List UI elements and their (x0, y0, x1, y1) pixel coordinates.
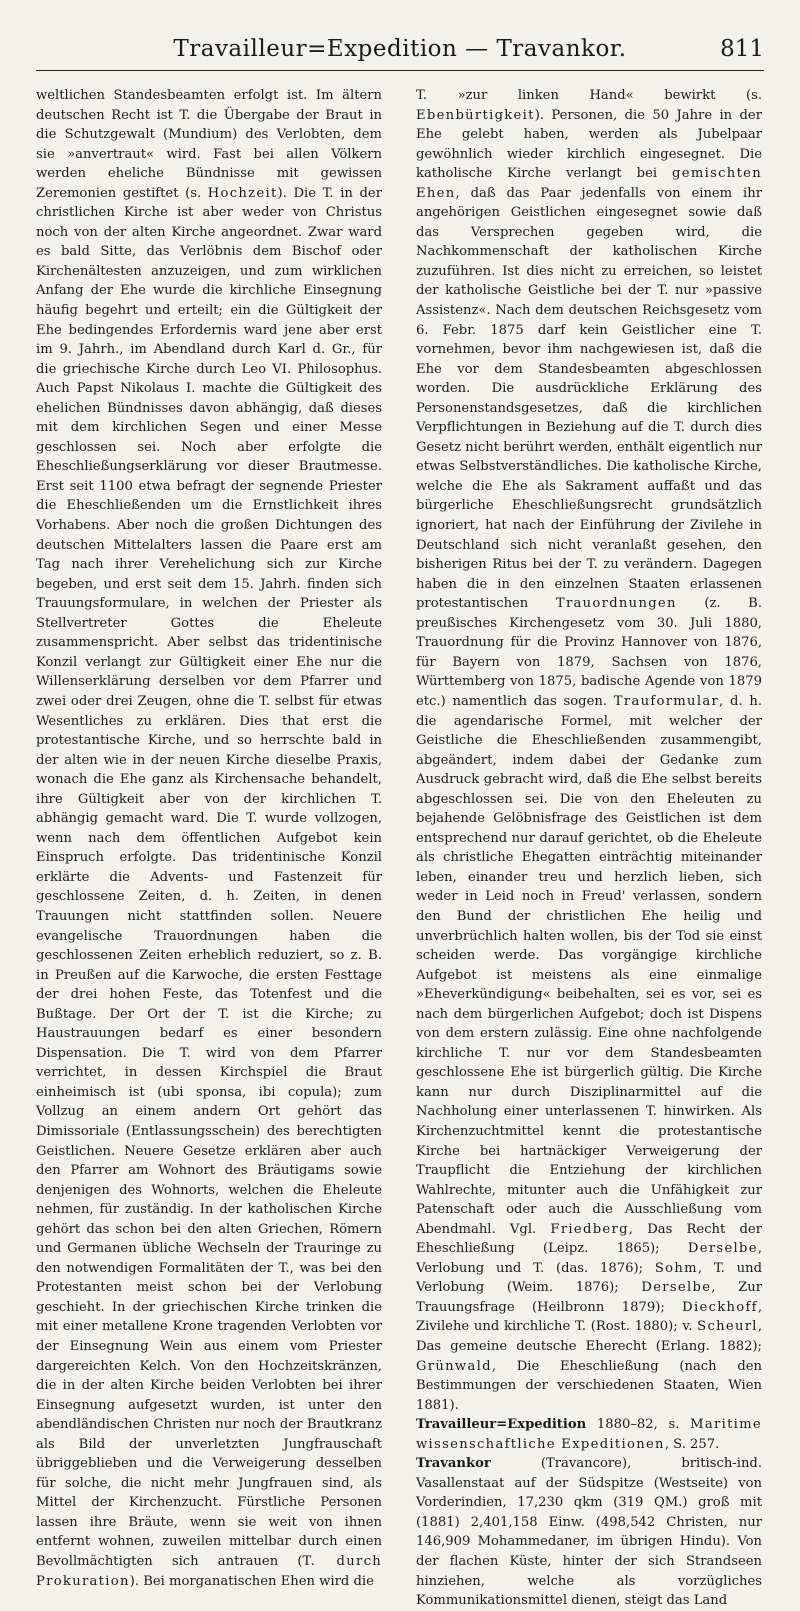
page-number: 811 (720, 36, 764, 62)
text-span: , S. 257. (664, 1436, 720, 1452)
author-name: Derselbe (687, 1241, 758, 1257)
text-span: (z. B. preußisches Kirchengesetz vom 30. Juli 1880, Trauordnung für die Provinz Hannover von 1876, für Bayern von 1879, Sachsen von 1876, Württemberg von 1875, badische Agende von 1879 etc.) namentlich das sogen. (416, 596, 763, 709)
author-name: Sohm (654, 1260, 698, 1276)
emphasis: gemischten Ehen (416, 166, 762, 201)
text-span: ). Personen, die 50 Jahre in der Ehe gelebt haben, werden als Jubelpaar gewöhnlich wieder kirchlich eingesegnet. Die katholische Kirche verlangt bei (416, 107, 762, 182)
text-span: , d. h. die agendarische Formel, mit welcher der Geistliche die Eheschließenden zusammengibt, abgeändert, indem dabei der Gedanke zum Ausdruck gebracht wird, daß die Ehe selbst bereits abgeschlossen sei. Die von den Eheleuten zu bejahende Gelöbnisfrage des Geistlichen ist dem entsprechend nur darauf gerichtet, ob die Eheleute als christliche Ehegatten einträchtig miteinander leben, einander treu und herzlich lieben, sich weder in Leid noch in Freud' verlassen, sondern den Bund der christlichen Ehe heilig und unverbrüchlich halten wollen, bis der Tod sie einst scheiden werde. Das vorgängige kirchliche Aufgebot ist meistens als eine einmalige »Eheverkündigung« beibehalten, sei es vor, sei es nach dem bürgerlichen Aufgebot; doch ist Dispens von dem erstern zulässig. Eine ohne nachfolgende kirchliche T. nur vor dem Standesbeamten geschlossene Ehe ist bürgerlich gültig. Die Kirche kann nur durch Disziplinarmittel auf die Nachholung einer unterlassenen T. hinwirken. Als Kirchenzuchtmittel kennt die protestantische Kirche bei hartnäckiger Verweigerung der Traupflicht die Entziehung der kirchlichen Wahlrechte, mitunter auch die Unfähigkeit zur Patenschaft oder auch die Ausschließung vom Abendmahl. Vgl. (416, 693, 762, 1237)
text-span: , Die Eheschließung (nach den Bestimmungen der verschiedenen Staaten, Wien 1881). (416, 1358, 762, 1413)
running-title: Travailleur=Expedition — Travankor. (173, 36, 627, 62)
cross-reference: T. durch Prokuration (36, 1554, 382, 1589)
text-span: , T. und Verlobung (Weim. 1876); (416, 1260, 762, 1296)
author-name: Friedberg (550, 1221, 629, 1237)
author-name: Dieckhoff (682, 1299, 758, 1315)
emphasis: Trauordnungen (555, 596, 677, 612)
right-column (416, 86, 763, 1609)
emphasis: Trauformular (613, 693, 720, 709)
entry-headword: Travailleur=Expedition (416, 1417, 587, 1433)
text-span: ). Die T. in der christlichen Kirche ist aber weder von Christus noch von der alten Kirche angeordnet. Zwar ward es bald Sitte, das Verlöbnis dem Bischof oder Kirchenältesten anzuzeigen, und zum wirklichen Anfang der Ehe wurde die kirchliche Einsegnung häufig begehrt und erteilt; ein die Gültigkeit der Ehe bedingendes Erfordernis ward jene aber erst im 9. Jahrh., im Abendland durch Karl d. Gr., für die griechische Kirche durch Leo VI. Philosophus. Auch Papst Nikolaus I. machte die Gültigkeit des ehelichen Bündnisses davon abhängig, daß dieses mit dem kirchlichen Segen und einer Messe geschlossen sei. Noch aber erfolgte die Eheschließungserklärung vor dieser Brautmesse. Erst seit 1100 etwa befragt der segnende Priester die Eheschließenden um die Ernstlichkeit ihres Vorhabens. Aber noch die großen Dichtungen des deutschen Mittelalters lassen die Paare erst am Tag nach ihrer Verehelichung sich zur Kirche begeben, und erst seit dem 15. Jahrh. finden sich Trauungsformulare, in welchen der Priester als Stellvertreter Gottes die Eheleute zusammenspricht. Aber selbst das tridentinische Konzil verlangt zur Gültigkeit einer Ehe nur die Willenserklärung derselben vor dem Pfarrer und zwei oder drei Zeugen, ohne die T. selbst für etwas Wesentliches zu erklären. Dies that erst die protestantische Kirche, und so herrschte bald in der alten wie in der neuen Kirche dieselbe Praxis, wonach die Ehe ganz als Kirchensache behandelt, ihre Gültigkeit aber von der kirchlichen T. abhängig gemacht ward. Die T. wurde vollzogen, wenn nach dem öffentlichen Aufgebot kein Einspruch erfolgte. Das tridentinische Konzil erklärte die Advents- und Fastenzeit für geschlossene Zeiten, d. h. Zeiten, in denen Trauungen nicht stattfinden sollen. Neuere evangelische Trauordnungen haben die geschlossenen Zeiten erheblich reduziert, so z. B. in Preußen auf die Karwoche, die ersten Festtage der drei hohen Feste, das Totenfest und die Bußtage. Der Ort der T. ist die Kirche; zu Haustrauungen bedarf es einer besondern Dispensation. Die T. wird von dem Pfarrer verrichtet, in dessen Kirchspiel die Braut einheimisch ist (ubi sponsa, ibi copula); zum Vollzug an einem andern Ort gehört das Dimissoriale (Entlassungsschein) des berechtigten Geistlichen. Neuere Gesetze erklären aber auch den Pfarrer am Wohnort des Bräutigams sowie denjenigen des Wohnorts, welchen die Eheleute nehmen, für zuständig. In der katholischen Kirche gehört das schon bei den alten Griechen, Römern und Germanen übliche Wechseln der Trauringe zu den notwendigen Formalitäten der T., was bei den Protestanten meist schon bei der Verlobung geschieht. In der griechischen Kirche trinken die mit einer metallene Krone tragenden Verlobten vor der Einsegnung Wein aus einem vom Priester dargereichten Kelch. Von den Hochzeitskränzen, die in der alten Kirche beiden Verlobten bei ihrer Einsegnung aufgesetzt wurden, ist unter den abendländischen Christen nur noch der Brautkranz als Bild der unverletzten Jungfrauschaft übriggeblieben und die Verweigerung desselben für solche, die nicht mehr Jungfrauen sind, als Mittel der Kirchenzucht. Fürstliche Personen lassen ihre Bräute, wenn sie weit von ihnen entfernt wohnen, zuweilen mittelbar durch einen Bevollmächtigten sich antrauen ( (36, 185, 382, 1570)
text-span: weltlichen Standesbeamten erfolgt ist. Im ältern deutschen Recht ist T. die Übergabe der Braut in die Schutzgewalt (Mundium) des Verlobten, dem sie »anvertraut« wird. Fast bei allen Völkern werden eheliche Bündnisse mit gewissen Zeremonien gestiftet (s. (36, 88, 382, 201)
cross-reference: Ebenbürtigkeit (416, 107, 535, 123)
text-span: , Das Recht der Eheschließung (Leipz. 1865); (416, 1221, 762, 1257)
right-paragraph (416, 86, 762, 1415)
entry-travankor (416, 1454, 762, 1610)
author-name: Derselbe (641, 1280, 712, 1296)
cross-reference: Hochzeit (207, 185, 278, 201)
author-name: Grünwald (416, 1358, 492, 1374)
cross-reference: Maritime wissenschaftliche Expeditionen (416, 1417, 762, 1452)
entry-headword: Travankor (416, 1456, 491, 1472)
text-span: ). Bei morganatischen Ehen wird die (129, 1573, 374, 1589)
text-span: , Verlobung und T. (das. 1876); (416, 1241, 762, 1276)
text-span: , Zivilehe und kirchliche T. (Rost. 1880); v. (416, 1299, 762, 1335)
text-span: T. »zur linken Hand« bewirkt (s. (416, 88, 762, 103)
text-span: , Das gemeine deutsche Eherecht (Erlang. 1882); (416, 1319, 762, 1354)
left-paragraph (36, 86, 382, 1591)
running-header (36, 30, 764, 71)
left-column (36, 86, 382, 1589)
text-span: (Travancore), britisch-ind. Vasallenstaat auf der Südspitze (Westseite) von Vorderindien, 17,230 qkm (319 QM.) groß mit (1881) 2,401,158 Einw. (498,542 Christen, nur 146,909 Mohammedaner, im übrigen Hindu). Von der flachen Küste, hinter der sich Strandseen hinziehen, welche als vorzügliches Kommunikationsmittel dienen, steigt das Land (416, 1456, 762, 1609)
author-name: Scheurl (697, 1319, 758, 1335)
entry-travailleur (416, 1415, 762, 1454)
text-span: , Zur Trauungsfrage (Heilbronn 1879); (416, 1280, 762, 1315)
text-span: 1880–82, s. (586, 1417, 691, 1433)
text-span: , daß das Paar jedenfalls von einem ihr angehörigen Geistlichen eingesegnet sowie daß das Versprechen gegeben wird, die Nachkommenschaft der katholischen Kirche zuzuführen. Ist dies nicht zu erreichen, so leistet der katholische Geistliche bei der T. nur »passive Assistenz«. Nach dem deutschen Reichsgesetz vom 6. Febr. 1875 darf kein Geistlicher eine T. vornehmen, bevor ihm nachgewiesen ist, daß die Ehe vor dem Standesbeamten abgeschlossen worden. Die ausdrückliche Erklärung des Personenstandsgesetzes, daß die kirchlichen Verpflichtungen in Beziehung auf die T. durch dies Gesetz nicht berührt werden, enthält eigentlich nur etwas Selbstverständliches. Die katholische Kirche, welche die Ehe als Sakrament auffaßt und das bürgerliche Eheschließungsrecht grundsätzlich ignoriert, hat nach der Einführung der Zivilehe in Deutschland sich nicht veranlaßt gesehen, den bisherigen Ritus bei der T. zu verändern. Dagegen haben die in den einzelnen Staaten erlassenen protestantischen (416, 185, 762, 612)
